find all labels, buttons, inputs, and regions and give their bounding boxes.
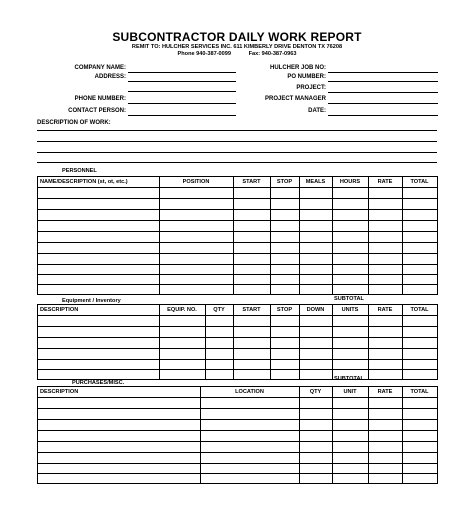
report-title: SUBCONTRACTOR DAILY WORK REPORT [112, 30, 362, 44]
col-qty: QTY [213, 307, 225, 313]
col-rate: RATE [377, 307, 393, 313]
table-column-divider [299, 305, 300, 379]
equipment-subtotal-label: SUBTOTAL [334, 296, 364, 302]
col-start: START [242, 307, 261, 313]
personnel-section-title: PERSONNEL [62, 168, 97, 174]
table-row-divider [38, 473, 437, 474]
table-column-divider [402, 177, 403, 294]
table-column-divider [299, 387, 300, 483]
table-column-divider [205, 305, 206, 379]
company-name-label: COMPANY NAME: [74, 65, 126, 71]
table-row-divider [38, 284, 437, 285]
table-row-divider [38, 397, 437, 398]
date-field[interactable] [328, 115, 438, 116]
purchases-table [37, 386, 438, 484]
po-number-label: PO NUMBER: [287, 74, 326, 80]
col-location: LOCATION [235, 389, 264, 395]
fax-number: Fax: 940-387-0963 [248, 51, 297, 57]
table-column-divider [368, 305, 369, 379]
table-row-divider [38, 198, 437, 199]
description-line[interactable] [37, 152, 437, 153]
table-row-divider [38, 348, 437, 349]
col-stop: STOP [276, 179, 293, 185]
table-row-divider [38, 359, 437, 360]
description-line[interactable] [37, 162, 437, 163]
project-manager-field[interactable] [328, 103, 438, 104]
table-row-divider [38, 463, 437, 464]
table-row-divider [38, 242, 437, 243]
table-row-divider [38, 419, 437, 420]
table-row-divider [38, 430, 437, 431]
table-row-divider [38, 441, 437, 442]
equipment-table [37, 304, 438, 380]
po-number-field[interactable] [328, 81, 438, 82]
table-column-divider [233, 305, 234, 379]
purchases-subtotal-label: SUBTOTAL [334, 376, 364, 382]
table-row-divider [38, 231, 437, 232]
col-unit: UNIT [343, 389, 357, 395]
col-start: START [242, 179, 261, 185]
description-line[interactable] [37, 141, 437, 142]
table-row-divider [38, 326, 437, 327]
phone-number-label: PHONE NUMBER: [74, 96, 126, 102]
address-field-2[interactable] [128, 91, 236, 92]
col-total: TOTAL [410, 179, 429, 185]
table-column-divider [299, 177, 300, 294]
contact-person-label: CONTACT PERSON: [68, 108, 126, 114]
hulcher-job-no-label: HULCHER JOB NO: [269, 65, 326, 71]
col-equip-no: EQUIP. NO. [167, 307, 197, 313]
table-column-divider [159, 305, 160, 379]
table-row-divider [38, 369, 437, 370]
phone-number: Phone 940-387-0099 [177, 51, 231, 57]
table-row-divider [38, 209, 437, 210]
col-position: POSITION [182, 179, 210, 185]
purchases-section-title: PURCHASES/MISC. [72, 380, 125, 386]
table-row-divider [38, 337, 437, 338]
description-of-work-label: DESCRIPTION OF WORK: [37, 120, 111, 126]
col-rate: RATE [377, 389, 393, 395]
col-hours: HOURS [339, 179, 361, 185]
table-row-divider [38, 264, 437, 265]
personnel-table [37, 176, 438, 295]
contact-person-field[interactable] [128, 115, 236, 116]
col-units: UNITS [341, 307, 359, 313]
table-column-divider [402, 305, 403, 379]
table-column-divider [270, 305, 271, 379]
table-column-divider [402, 387, 403, 483]
table-row-divider [38, 452, 437, 453]
table-column-divider [332, 305, 333, 379]
contact-numbers [0, 51, 474, 57]
col-description: DESCRIPTION [40, 389, 79, 395]
project-label: PROJECT: [296, 85, 326, 91]
table-row-divider [38, 274, 437, 275]
table-row-divider [38, 315, 437, 316]
equipment-section-title: Equipment / Inventory [62, 298, 121, 304]
col-meals: MEALS [305, 179, 326, 185]
table-row-divider [38, 253, 437, 254]
project-field[interactable] [328, 92, 438, 93]
date-label: DATE: [308, 108, 326, 114]
col-down: DOWN [306, 307, 325, 313]
company-name-field[interactable] [128, 72, 236, 73]
col-total: TOTAL [410, 389, 429, 395]
col-total: TOTAL [410, 307, 429, 313]
address-label: ADDRESS: [94, 74, 126, 80]
remit-address: REMIT TO: HULCHER SERVICES INC. 611 KIMBERLY DRIVE DENTON TX 76208 [131, 44, 343, 50]
table-column-divider [200, 387, 201, 483]
table-row-divider [38, 408, 437, 409]
col-rate: RATE [377, 179, 393, 185]
project-manager-label: PROJECT MANAGER [264, 96, 326, 102]
col-name-description: NAME/DESCRIPTION (st, ot, etc.) [40, 179, 128, 185]
table-column-divider [368, 177, 369, 294]
table-row-divider [38, 187, 437, 188]
phone-number-field[interactable] [128, 103, 236, 104]
table-column-divider [233, 177, 234, 294]
col-qty: QTY [309, 389, 322, 395]
col-description: DESCRIPTION [40, 307, 79, 313]
table-column-divider [332, 387, 333, 483]
description-line[interactable] [37, 130, 437, 131]
table-column-divider [159, 177, 160, 294]
hulcher-job-no-field[interactable] [328, 72, 438, 73]
table-column-divider [368, 387, 369, 483]
col-stop: STOP [276, 307, 293, 313]
table-row-divider [38, 220, 437, 221]
table-column-divider [270, 177, 271, 294]
table-column-divider [332, 177, 333, 294]
address-field[interactable] [128, 81, 236, 82]
